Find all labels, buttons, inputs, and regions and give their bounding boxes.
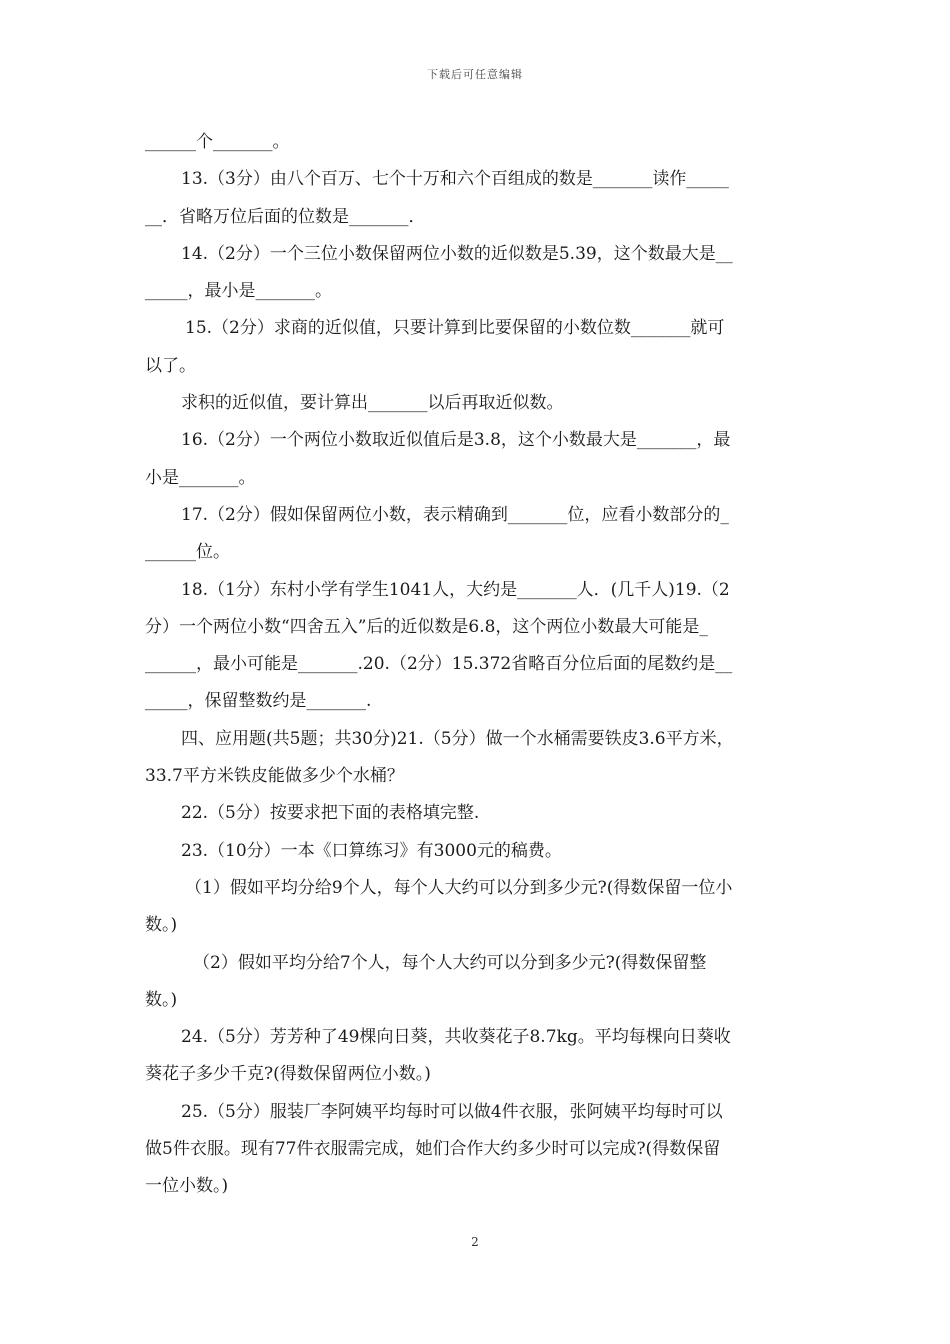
text-line: 13.（3分）由八个百万、七个十万和六个百组成的数是_______读作_____ [181,169,729,190]
page-number: 2 [471,1235,479,1249]
text-line: 15.（2分）求商的近似值，只要计算到比要保留的小数位数_______就可 [185,318,725,339]
text-line: 以了。 [145,355,196,376]
text-line: 葵花子多少千克?(得数保留两位小数。) [145,1064,431,1085]
text-line: 16.（2分）一个两位小数取近似值后是3.8，这个小数最大是_______，最 [181,430,731,451]
text-line: 做5件衣服。现有77件衣服需完成，她们合作大约多少时可以完成?(得数保留 [145,1139,721,1160]
text-line: 求积的近似值，要计算出_______以后再取近似数。 [181,393,564,414]
text-line: （1）假如平均分给9个人，每个人大约可以分到多少元?(得数保留一位小 [185,877,733,898]
text-line: ______个_______。 [145,132,290,152]
text-line: 22.（5分）按要求把下面的表格填完整. [181,803,480,824]
text-line: 23.（10分）一本《口算练习》有3000元的稿费。 [181,840,562,861]
page-header: 下载后可任意编辑 [427,68,523,81]
document-body [145,124,810,1206]
text-line: 数。) [145,915,178,936]
text-line: 一位小数。) [145,1176,229,1197]
text-line: 25.（5分）服装厂李阿姨平均每时可以做4件衣服，张阿姨平均每时可以 [181,1101,723,1122]
text-line: ______，最小可能是_______.20.（2分）15.372省略百分位后面的尾数约是__ [145,654,733,675]
text-line: 分）一个两位小数“四舍五入”后的近似数是6.8，这个两位小数最大可能是_ [145,616,708,637]
text-line: 数。) [145,989,178,1010]
text-line: 四、应用题(共5题；共30分)21.（5分）做一个水桶需要铁皮3.6平方米， [181,728,734,749]
text-line: （2）假如平均分给7个人，每个人大约可以分到多少元?(得数保留整 [193,952,707,973]
text-line: _____，最小是_______。 [145,281,332,302]
text-line: __．省略万位后面的位数是_______． [145,206,426,227]
text-line: 18.（1分）东村小学有学生1041人，大约是_______人．(几千人)19.（2 [181,579,730,600]
text-line: ______位。 [145,542,230,563]
text-line: 17.（2分）假如保留两位小数，表示精确到_______位，应看小数部分的_ [181,504,729,525]
text-line: 24.（5分）芳芳种了49棵向日葵，共收葵花子8.7kg。平均每棵向日葵收 [181,1027,731,1048]
text-line: 14.（2分）一个三位小数保留两位小数的近似数是5.39，这个数最大是__ [181,243,733,264]
text-line: _____，保留整数约是_______. [145,691,372,712]
text-line: 33.7平方米铁皮能做多少个水桶？ [145,766,404,787]
text-line: 小是_______。 [145,467,256,488]
